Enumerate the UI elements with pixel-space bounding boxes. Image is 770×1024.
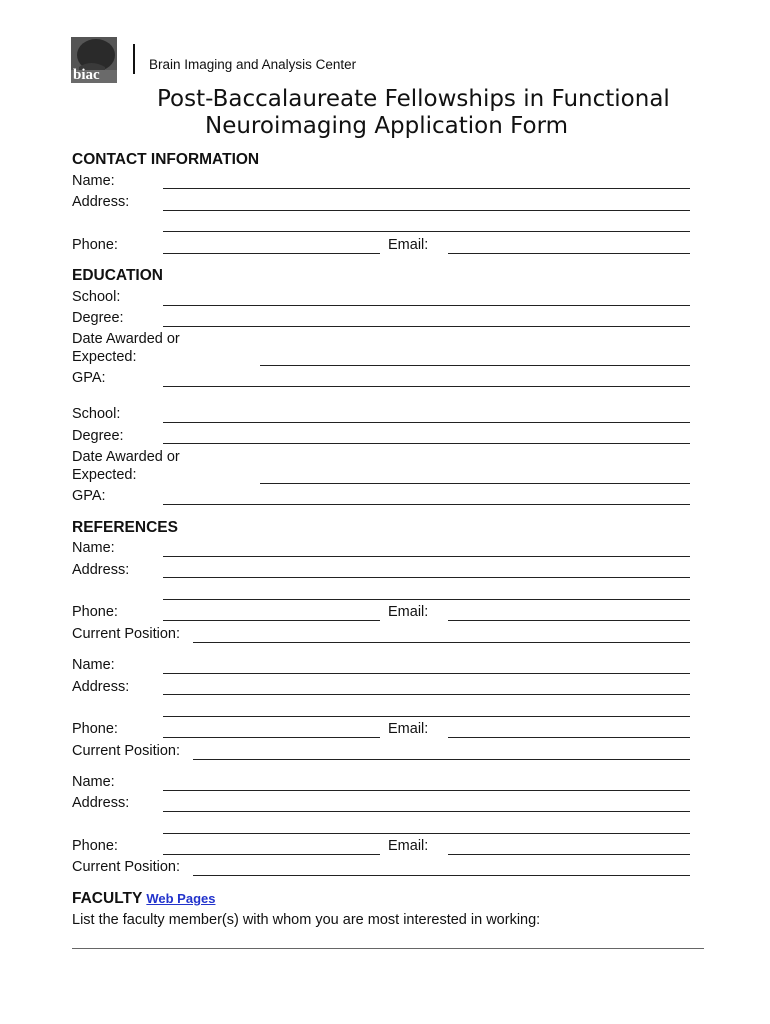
header-divider [133, 44, 135, 74]
ref2-phone-field[interactable] [163, 737, 380, 738]
ref2-position-field[interactable] [193, 759, 690, 760]
logo-text: biac [73, 67, 100, 83]
biac-logo [71, 37, 117, 83]
edu2-date-label-2: Expected: [72, 467, 137, 483]
ref3-position-label: Current Position: [72, 859, 180, 875]
ref2-email-field[interactable] [448, 737, 690, 738]
contact-phone-label: Phone: [72, 237, 118, 253]
edu2-gpa-field[interactable] [163, 504, 690, 505]
faculty-instructions: List the faculty member(s) with whom you are most interested in working: [72, 912, 541, 928]
ref1-name-label: Name: [72, 540, 115, 556]
ref2-address-field-1[interactable] [163, 694, 690, 695]
faculty-heading [72, 890, 215, 908]
ref1-phone-label: Phone: [72, 604, 118, 620]
ref1-position-label: Current Position: [72, 626, 180, 642]
ref2-name-field[interactable] [163, 673, 690, 674]
ref3-address-field-1[interactable] [163, 811, 690, 812]
ref2-phone-label: Phone: [72, 721, 118, 737]
edu1-school-label: School: [72, 289, 121, 305]
ref2-address-label: Address: [72, 679, 130, 695]
faculty-response-field[interactable] [72, 948, 704, 949]
ref3-email-field[interactable] [448, 854, 690, 855]
education-heading: EDUCATION [72, 267, 163, 284]
ref1-name-field[interactable] [163, 556, 690, 557]
faculty-heading-text: FACULTY [72, 890, 143, 907]
edu2-school-field[interactable] [163, 422, 690, 423]
edu1-date-label-2: Expected: [72, 349, 137, 365]
ref1-address-field-1[interactable] [163, 577, 690, 578]
references-heading: REFERENCES [72, 519, 178, 536]
ref3-email-label: Email: [388, 838, 429, 854]
contact-email-field[interactable] [448, 253, 690, 254]
page-title-line2: Neuroimaging Application Form [205, 113, 569, 139]
contact-email-label: Email: [388, 237, 429, 253]
ref1-phone-field[interactable] [163, 620, 380, 621]
contact-address-label: Address: [72, 194, 130, 210]
edu1-gpa-label: GPA: [72, 370, 106, 386]
edu1-degree-field[interactable] [163, 326, 690, 327]
ref3-address-label: Address: [72, 795, 130, 811]
edu1-degree-label: Degree: [72, 310, 124, 326]
ref3-name-field[interactable] [163, 790, 690, 791]
ref1-email-field[interactable] [448, 620, 690, 621]
contact-name-label: Name: [72, 173, 115, 189]
org-name: Brain Imaging and Analysis Center [149, 57, 357, 72]
ref2-position-label: Current Position: [72, 743, 180, 759]
edu2-gpa-label: GPA: [72, 488, 106, 504]
edu2-degree-field[interactable] [163, 443, 690, 444]
edu2-date-field[interactable] [260, 483, 690, 484]
ref1-email-label: Email: [388, 604, 429, 620]
ref1-address-field-2[interactable] [163, 599, 690, 600]
ref3-phone-label: Phone: [72, 838, 118, 854]
edu2-degree-label: Degree: [72, 428, 124, 444]
contact-address-field-1[interactable] [163, 210, 690, 211]
edu1-date-field[interactable] [260, 365, 690, 366]
contact-phone-field[interactable] [163, 253, 380, 254]
ref3-name-label: Name: [72, 774, 115, 790]
edu2-date-label-1: Date Awarded or [72, 449, 180, 465]
contact-heading: CONTACT INFORMATION [72, 151, 260, 168]
web-pages-link[interactable]: Web Pages [146, 891, 216, 906]
page-title-line1: Post-Baccalaureate Fellowships in Functional [157, 86, 670, 112]
edu2-school-label: School: [72, 406, 121, 422]
ref2-address-field-2[interactable] [163, 716, 690, 717]
edu1-date-label-1: Date Awarded or [72, 331, 180, 347]
ref2-name-label: Name: [72, 657, 115, 673]
edu1-school-field[interactable] [163, 305, 690, 306]
ref2-email-label: Email: [388, 721, 429, 737]
ref1-address-label: Address: [72, 562, 130, 578]
ref3-phone-field[interactable] [163, 854, 380, 855]
contact-address-field-2[interactable] [163, 231, 690, 232]
ref1-position-field[interactable] [193, 642, 690, 643]
ref3-position-field[interactable] [193, 875, 690, 876]
contact-name-field[interactable] [163, 188, 690, 189]
edu1-gpa-field[interactable] [163, 386, 690, 387]
ref3-address-field-2[interactable] [163, 833, 690, 834]
